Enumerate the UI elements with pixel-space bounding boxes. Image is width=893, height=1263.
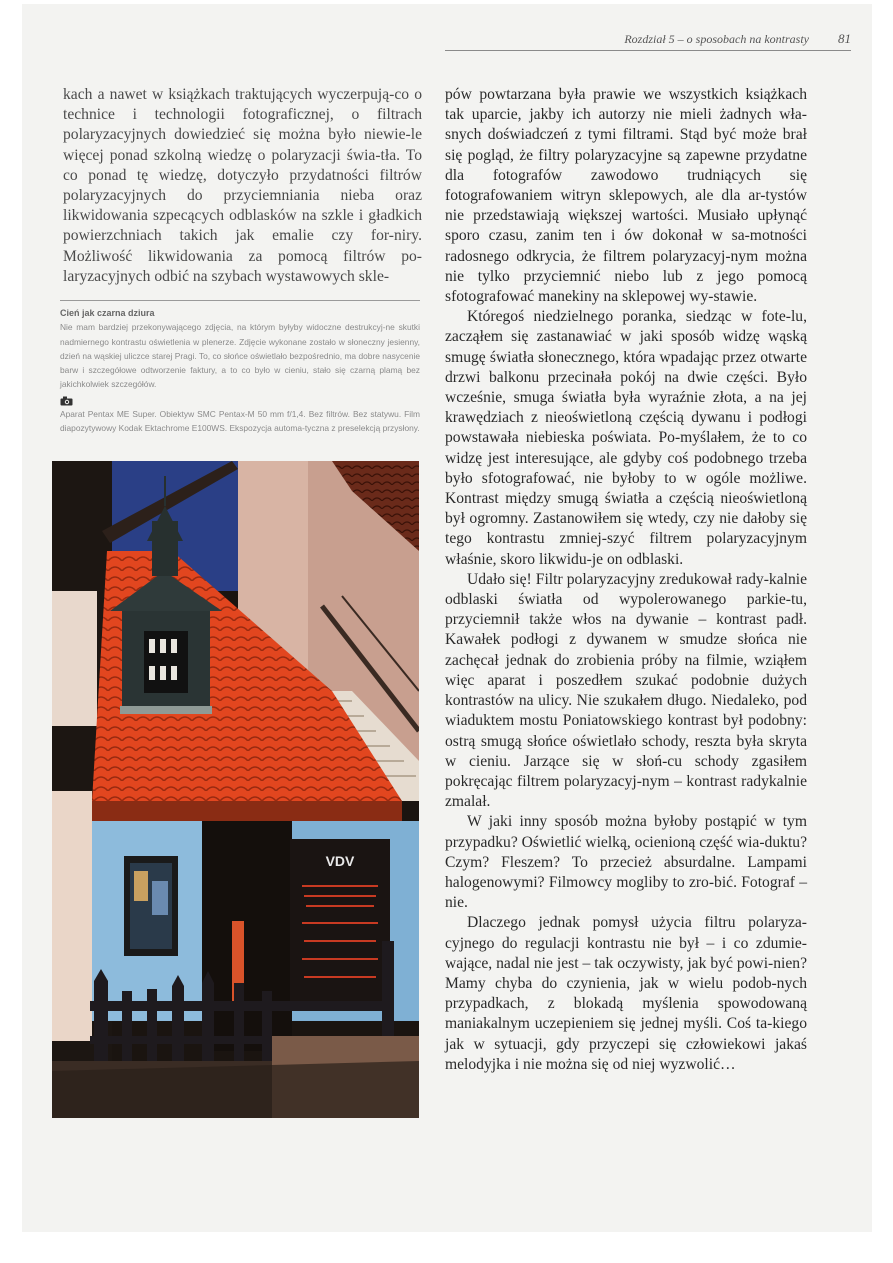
left-column-text bbox=[63, 85, 422, 287]
caption-text: Nie mam bardziej przekonywającego zdjęcia, na którym byłyby widoczne destrukcyj-ne skutki nadmiernego kontrastu oświetlenia w plenerze. Zdjęcie wykonane zostało w słoneczny jesienny, dzień na wąskiej uliczce starej Pragi. To, co słońce oświetlało bezpośrednio, ma dobre nasycenie barw i szczegółowe odtworzenie faktury, a to co było w cieniu, stało się czarną plamą bez jakichkolwiek szczegółów. bbox=[60, 322, 420, 390]
caption-tech-info: Aparat Pentax ME Super. Obiektyw SMC Pentax-M 50 mm f/1,4. Bez filtrów. Bez statywu. Film diapozytywowy Kodak Ektachrome E100WS. Ekspozycja automa-tyczna z preselekcją przysłony. bbox=[60, 408, 420, 434]
paragraph: Udało się! Filtr polaryzacyjny zredukował rady-kalnie odblaski światła od wypolerowanego parkie-tu, przyciemnił także włos na dywanie – kontrast padł. Kawałek podłogi z dywanem w smudze słońca nie zachęcał jednak do zrobienia próby na filmie, wziąłem więc aparat i poszedłem szukać podobnie dużych kontrastów na ulicy. Nie szukałem długo. Niedaleko, pod wiaduktem mostu Poniatowskiego kontrast był podobny: ostrą smugą słońce oświetlało schody, reszta była skryta w cieniu. Jarzące się w słoń-cu schody zgasiłem pokręcając filtrem polaryzacyj-nym – kontrast radykalnie zmalał. bbox=[445, 570, 807, 811]
paragraph: W jaki inny sposób można byłoby postąpić w tym przypadku? Oświetlić wielką, ocienioną część wia-duktu? Czym? Fleszem? To przecież absurdalne. Lampami halogenowymi? Filmowcy mogliby to zro-bić. Fotograf – nie. bbox=[445, 813, 807, 912]
page-number: 81 bbox=[838, 31, 851, 46]
chapter-title: Rozdział 5 – o sposobach na kontrasty bbox=[624, 32, 809, 46]
sign-logo: VDV bbox=[325, 853, 355, 869]
right-column-text bbox=[445, 85, 807, 1075]
paragraph: kach a nawet w książkach traktujących wyczerpują-co o technice i technologii fotograficznej, o filtrach polaryzacyjnych dowiedzieć się można było niewie-le więcej ponad szkolną wiedzę o polaryzacji świa-tła. To co ponad tę wiedzę, dotyczyło przydatności filtrów polaryzacyjnych do przyciemniania nieba oraz likwidowania szpecących odblasków na szkle i gładkich powierzchniach takich jak emalie czy for-niry. Możliwość likwidowania za pomocą filtrów po-laryzacyjnych odbić na szybach wystawowych skle- bbox=[63, 86, 422, 285]
photo-illustration bbox=[52, 461, 419, 1118]
caption-title: Cień jak czarna dziura bbox=[60, 308, 155, 318]
camera-icon bbox=[60, 396, 73, 406]
photo-prague-house bbox=[52, 461, 419, 1118]
running-header bbox=[445, 30, 851, 51]
paragraph: Dlaczego jednak pomysł użycia filtru polaryza-cyjnego do regulacji kontrastu nie był – i co zdumie-wające, nadal nie jest – tak oczywisty, jak być powi-nien? Mamy chyba do czynienia, jak w wielu podob-nych przypadkach, z blokadą myślenia spowodowaną maniakalnym uczepieniem się jednej myśli. Coś ta-kiego jak w sytuacji, gdy przyczepi się człowiekowi jakaś melodyjka i nie można się od niej wyzwolić… bbox=[445, 914, 807, 1073]
paragraph: pów powtarzana była prawie we wszystkich książkach tak uparcie, jakby ich autorzy nie mieli żadnych wła-snych doświadczeń z tymi filtrami. Stąd być może brał się pogląd, że filtry polaryzacyjne są zapewne przydatne dla fotografów zawodowo trudniących się fotografowaniem witryn sklepowych, ale dla ar-tystów nie przedstawiają większej wartości. Musiało upłynąć sporo czasu, zanim ten i ów dokonał w sa-motności radosnego odkrycia, że filtrem polaryzacyj-nym można nie tylko przyciemnić niebo lub z jego pomocą sfotografować manekiny na sklepowej wy-stawie. bbox=[445, 86, 807, 306]
paragraph: Któregoś niedzielnego poranka, siedząc w fote-lu, zacząłem się zastanawiać w jaki sposób widzę wąską smugę światła słonecznego, która wpadając przez otwarte drzwi balkonu przecinała pokój na dwie części. Było wcześnie, smuga światła była wyraźnie złota, a na jej krawędziach z nieoświetloną częścią dywanu i podłogi powstawała niebieska poświata. Po-myślałem, że to co widzę jest interesujące, ale gdyby coś podobnego trzeba było sfotografować, nie byłoby to w ogóle możliwe. Kontrast między smugą światła a częścią nieoświetloną był ogromny. Zastanowiłem się wtedy, czy nie dałoby się tego kontrastu zmniej-szyć filtrem polaryzacyjnym właśnie, skoro likwidu-je on odblaski. bbox=[445, 308, 807, 568]
photo-caption bbox=[60, 300, 420, 435]
